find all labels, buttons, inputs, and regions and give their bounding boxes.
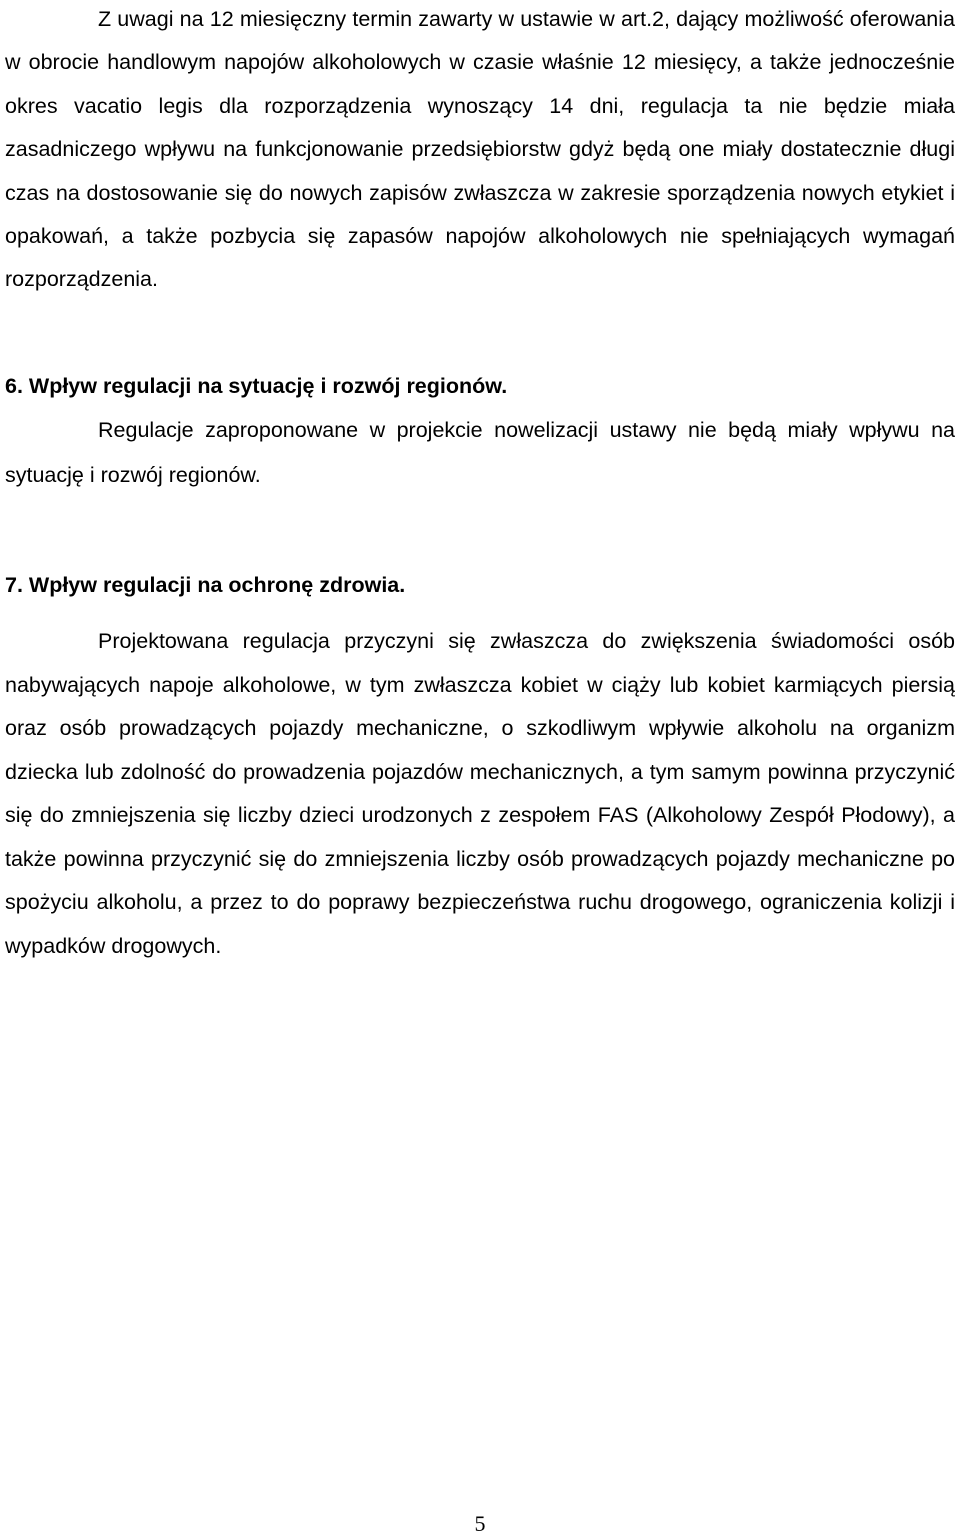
paragraph-vacatio-legis: Z uwagi na 12 miesięczny termin zawarty w ustawie w art.2, dający możliwość oferowania w obrocie handlowym napojów alkoholowych w czasie właśnie 12 miesięcy, a także jednocześnie okres vacatio legis dla rozporządzenia wynoszący 14 dni, regulacja ta nie będzie miała zasadniczego wpływu na funkcjonowanie przedsiębiorstw gdyż będą one miały dostatecznie długi czas na dostosowanie się do nowych zapisów zwłaszcza w zakresie sporządzenia nowych etykiet i opakowań, a także pozbycia się zapasów napojów alkoholowych nie spełniających wymagań rozporządzenia. <box>5 7 955 292</box>
section-heading-health: 7. Wpływ regulacji na ochronę zdrowia. <box>5 573 406 597</box>
paragraph-regions: Regulacje zaproponowane w projekcie nowelizacji ustawy nie będą miały wpływu na sytuację i rozwój regionów. <box>5 418 955 487</box>
paragraph-health: Projektowana regulacja przyczyni się zwłaszcza do zwiększenia świadomości osób nabywających napoje alkoholowe, w tym zwłaszcza kobiet w ciąży lub kobiet karmiących piersią oraz osób prowadzących pojazdy mechaniczne, o szkodliwym wpływie alkoholu na organizm dziecka lub zdolność do prowadzenia pojazdów mechanicznych, a tym samym powinna przyczynić się do zmniejszenia się liczby dzieci urodzonych z zespołem FAS (Alkoholowy Zespół Płodowy), a także powinna przyczynić się do zmniejszenia liczby osób prowadzących pojazdy mechaniczne po spożyciu alkoholu, a przez to do poprawy bezpieczeństwa ruchu drogowego, ograniczenia kolizji i wypadków drogowych. <box>5 629 955 958</box>
page-number: 5 <box>474 1511 486 1536</box>
section-heading-regions: 6. Wpływ regulacji na sytuację i rozwój regionów. <box>5 374 508 398</box>
